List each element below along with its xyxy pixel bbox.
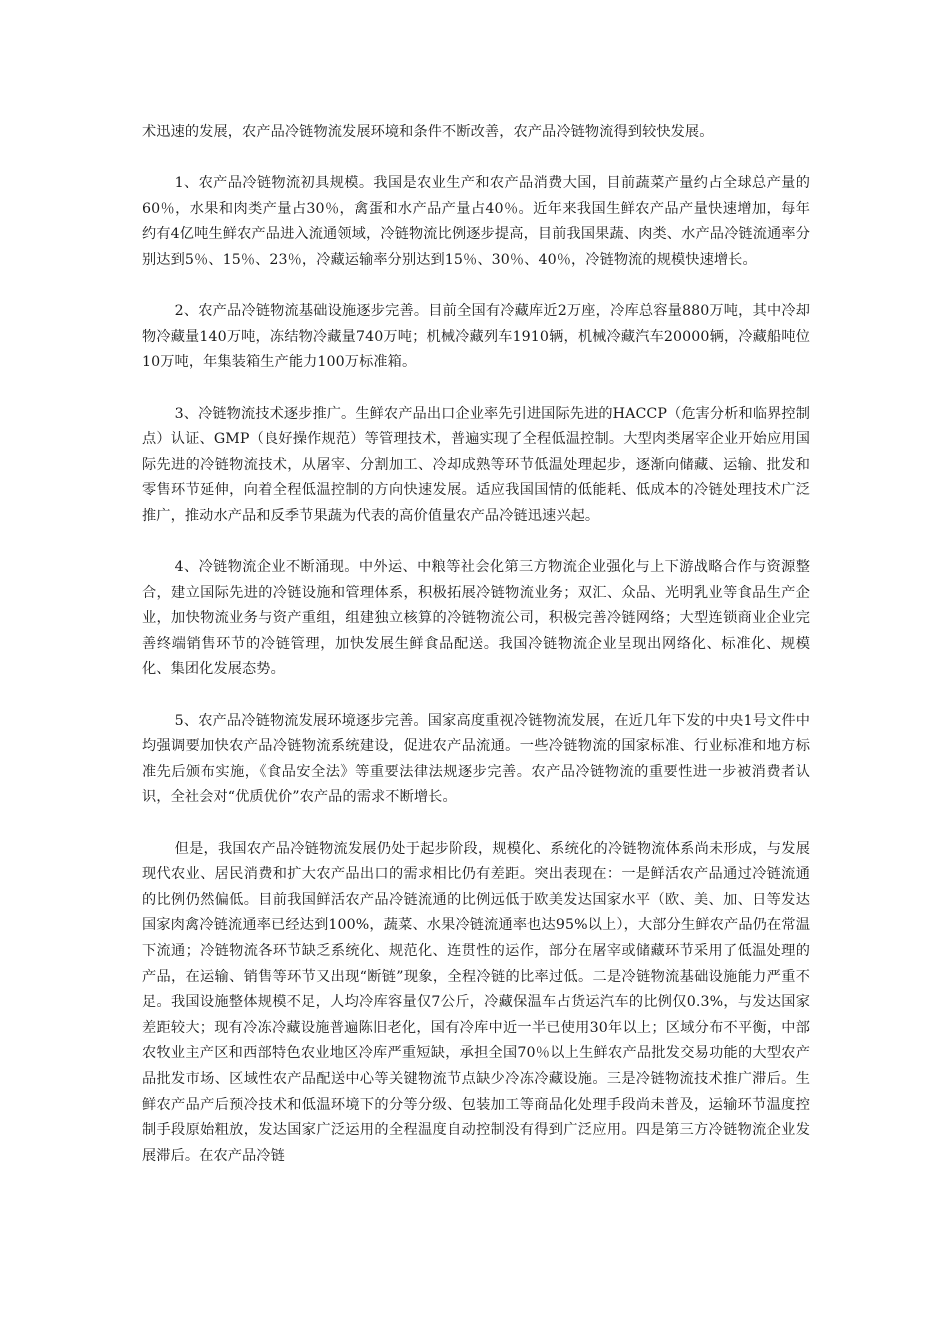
paragraph-environment: 5、农产品冷链物流发展环境逐步完善。国家高度重视冷链物流发展，在近几年下发的中央1号文件中均强调要加快农产品冷链物流系统建设，促进农产品流通。一些冷链物流的国家标准、行业标准和地方标准先后颁布实施，《食品安全法》等重要法律法规逐步完善。农产品冷链物流的重要性进一步被消费者认识，全社会对“优质优价”农产品的需求不断增长。	[142, 712, 810, 806]
paragraph-infrastructure: 2、农产品冷链物流基础设施逐步完善。目前全国有冷藏库近2万座，冷库总容量880万吨，其中冷却物冷藏量140万吨，冻结物冷藏量740万吨；机械冷藏列车1910辆，机械冷藏汽车20000辆，冷藏船吨位10万吨，年集装箱生产能力100万标准箱。	[142, 303, 810, 371]
paragraph-intro-continuation: 术迅速的发展，农产品冷链物流发展环境和条件不断改善，农产品冷链物流得到较快发展。	[142, 124, 714, 140]
document-body	[142, 120, 810, 1169]
paragraph-technology: 3、冷链物流技术逐步推广。生鲜农产品出口企业率先引进国际先进的HACCP（危害分析和临界控制点）认证、GMP（良好操作规范）等管理技术，普遍实现了全程低温控制。大型肉类屠宰企业开始应用国际先进的冷链物流技术，从屠宰、分割加工、冷却成熟等环节低温处理起步，逐渐向储藏、运输、批发和零售环节延伸，向着全程低温控制的方向快速发展。适应我国国情的低能耗、低成本的冷链处理技术广泛推广，推动水产品和反季节果蔬为代表的高价值量农产品冷链迅速兴起。	[142, 405, 810, 524]
paragraph-problems: 但是，我国农产品冷链物流发展仍处于起步阶段，规模化、系统化的冷链物流体系尚未形成，与发展现代农业、居民消费和扩大农产品出口的需求相比仍有差距。突出表现在：一是鲜活农产品通过冷链流通的比例仍然偏低。目前我国鲜活农产品冷链流通的比例远低于欧美发达国家水平（欧、美、加、日等发达国家肉禽冷链流通率已经达到100%，蔬菜、水果冷链流通率也达95%以上），大部分生鲜农产品仍在常温下流通；冷链物流各环节缺乏系统化、规范化、连贯性的运作，部分在屠宰或储藏环节采用了低温处理的产品，在运输、销售等环节又出现“断链”现象，全程冷链的比率过低。二是冷链物流基础设施能力严重不足。我国设施整体规模不足，人均冷库容量仅7公斤，冷藏保温车占货运汽车的比例仅0.3%，与发达国家差距较大；现有冷冻冷藏设施普遍陈旧老化，国有冷库中近一半已使用30年以上；区域分布不平衡，中部农牧业主产区和西部特色农业地区冷库严重短缺，承担全国70％以上生鲜农产品批发交易功能的大型农产品批发市场、区域性农产品配送中心等关键物流节点缺少冷冻冷藏设施。三是冷链物流技术推广滞后。生鲜农产品产后预冷技术和低温环境下的分等分级、包装加工等商品化处理手段尚未普及，运输环节温度控制手段原始粗放，发达国家广泛运用的全程温度自动控制没有得到广泛应用。四是第三方冷链物流企业发展滞后。在农产品冷链	[142, 840, 810, 1164]
paragraph-scale: 1、农产品冷链物流初具规模。我国是农业生产和农产品消费大国，目前蔬菜产量约占全球总产量的60％，水果和肉类产量占30％，禽蛋和水产品产量占40％。近年来我国生鲜农产品产量快速增加，每年约有4亿吨生鲜农产品进入流通领域，冷链物流比例逐步提高，目前我国果蔬、肉类、水产品冷链流通率分别达到5％、15％、23％，冷藏运输率分别达到15％、30％、40％，冷链物流的规模快速增长。	[142, 175, 810, 268]
paragraph-enterprises: 4、冷链物流企业不断涌现。中外运、中粮等社会化第三方物流企业强化与上下游战略合作与资源整合，建立国际先进的冷链设施和管理体系，积极拓展冷链物流业务；双汇、众品、光明乳业等食品生产企业，加快物流业务与资产重组，组建独立核算的冷链物流公司，积极完善冷链网络；大型连锁商业企业完善终端销售环节的冷链管理，加快发展生鲜食品配送。我国冷链物流企业呈现出网络化、标准化、规模化、集团化发展态势。	[142, 559, 810, 678]
